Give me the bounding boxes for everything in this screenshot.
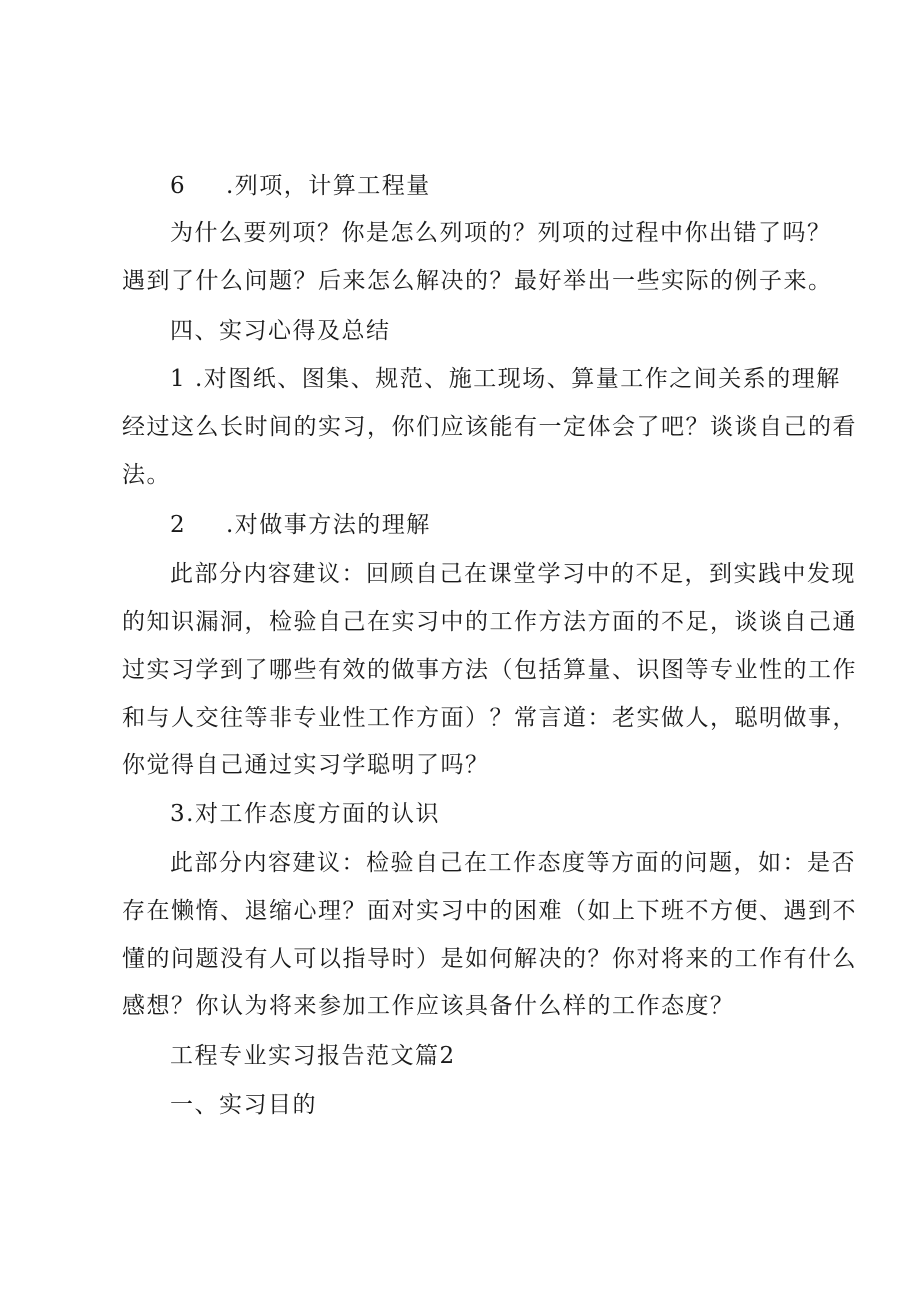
list-item-2 bbox=[170, 510, 431, 540]
paragraph-line: 的知识漏洞，检验自己在实习中的工作方法方面的不足，谈谈自己通 bbox=[122, 609, 857, 635]
item-title: .对做事方法的理解 bbox=[226, 512, 431, 538]
paragraph-line: 感想？你认为将来参加工作应该具备什么样的工作态度？ bbox=[122, 993, 735, 1019]
paragraph-line: 此部分内容建议：检验自己在工作态度等方面的问题，如：是否 bbox=[170, 850, 856, 876]
article-title: 工程专业实习报告范文篇2 bbox=[170, 1043, 456, 1069]
section-heading: 一、实习目的 bbox=[170, 1092, 317, 1118]
paragraph-line: 懂的问题没有人可以指导时）是如何解决的？你对将来的工作有什么 bbox=[122, 946, 857, 972]
item-number: 2 bbox=[170, 512, 187, 538]
paragraph-line: 和与人交往等非专业性工作方面）？常言道：老实做人，聪明做事， bbox=[122, 705, 857, 731]
item-title: .列项，计算工程量 bbox=[226, 173, 431, 199]
paragraph-line: 你觉得自己通过实习学聪明了吗？ bbox=[122, 752, 490, 778]
list-item-3: 3.对工作态度方面的认识 bbox=[170, 801, 440, 827]
paragraph-line: 此部分内容建议：回顾自己在课堂学习中的不足，到实践中发现 bbox=[170, 561, 856, 587]
section-heading: 四、实习心得及总结 bbox=[170, 318, 391, 344]
paragraph-line: 过实习学到了哪些有效的做事方法（包括算量、识图等专业性的工作 bbox=[122, 657, 857, 683]
paragraph-line: 遇到了什么问题？后来怎么解决的？最好举出一些实际的例子来。 bbox=[122, 268, 833, 294]
paragraph-line: 经过这么长时间的实习，你们应该能有一定体会了吧？谈谈自己的看 bbox=[122, 414, 857, 440]
item-number: 6 bbox=[170, 173, 187, 199]
list-item-1: 1 .对图纸、图集、规范、施工现场、算量工作之间关系的理解 bbox=[170, 366, 841, 392]
paragraph-line: 法。 bbox=[122, 462, 171, 488]
heading-item-6 bbox=[170, 171, 431, 201]
paragraph-line: 存在懒惰、退缩心理？面对实习中的困难（如上下班不方便、遇到不 bbox=[122, 898, 857, 924]
paragraph-line: 为什么要列项？你是怎么列项的？列项的过程中你出错了吗？ bbox=[170, 220, 832, 246]
